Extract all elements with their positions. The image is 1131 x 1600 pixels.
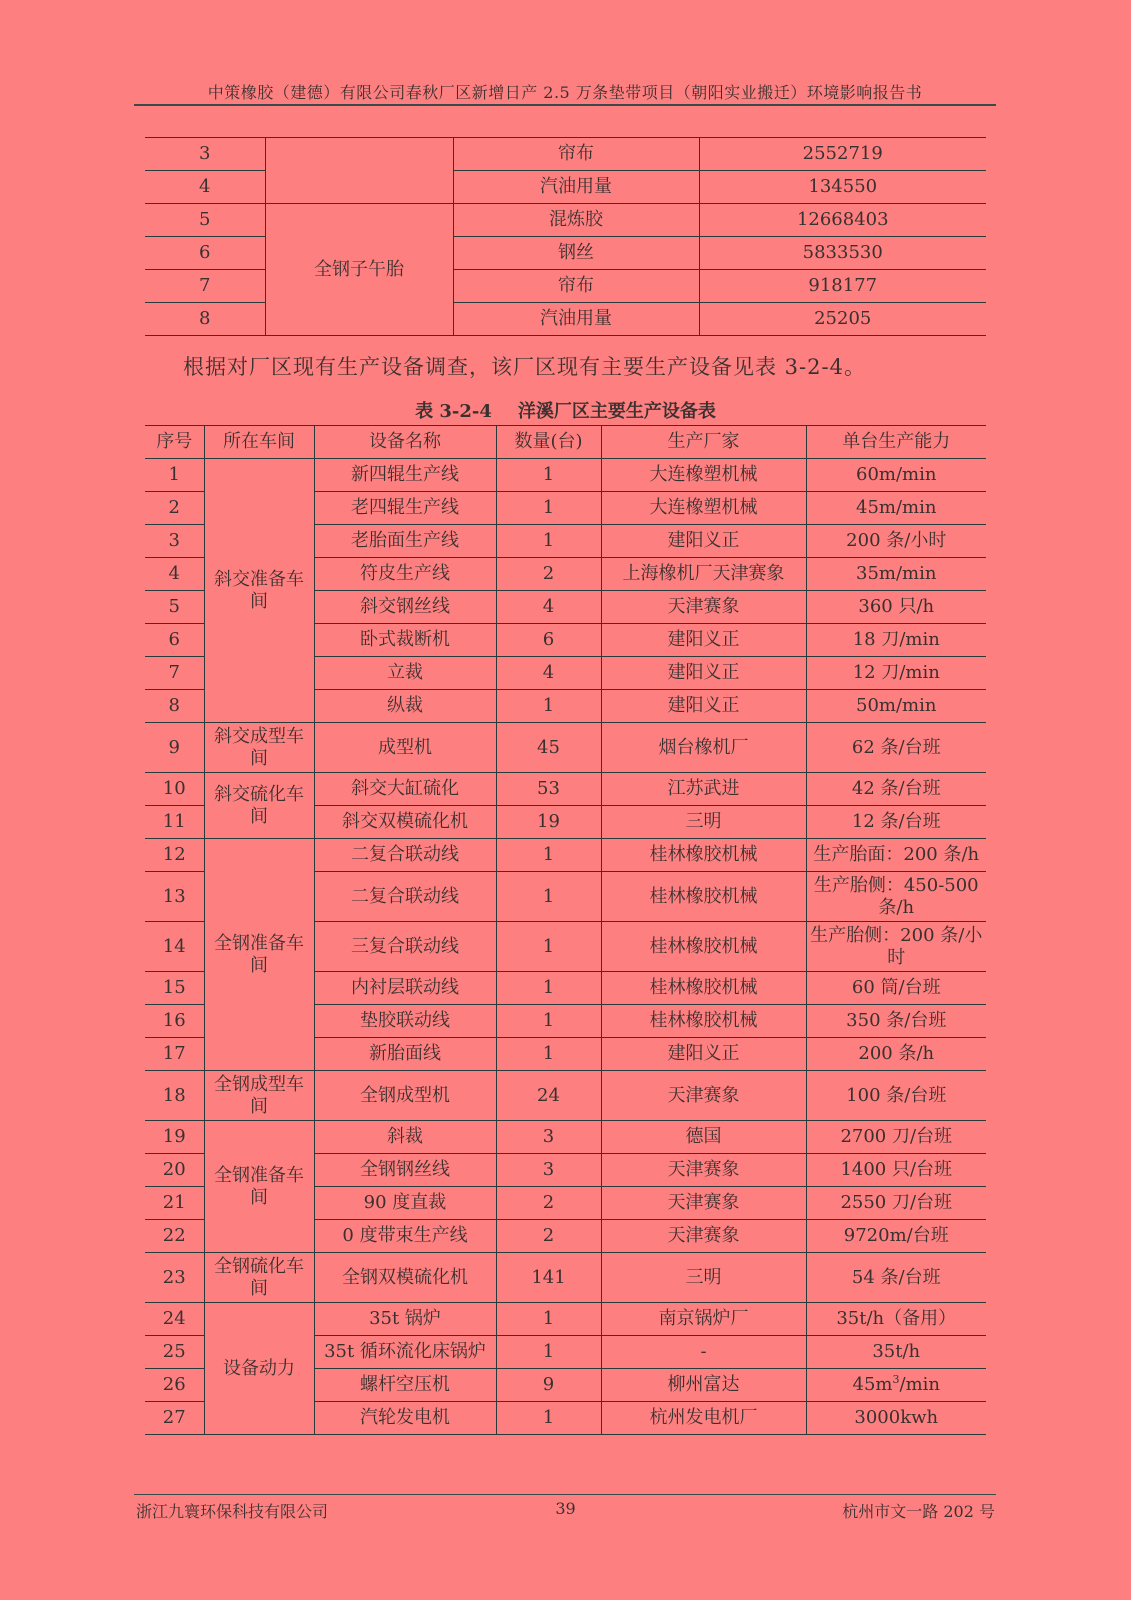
row-number: 6 (145, 237, 265, 270)
material-value: 12668403 (699, 204, 986, 237)
equipment-manufacturer: 桂林橡胶机械 (601, 839, 806, 872)
equipment-quantity: 3 (496, 1121, 601, 1154)
row-number: 23 (145, 1253, 204, 1303)
equipment-capacity: 35m/min (806, 558, 986, 591)
equipment-capacity: 1400 只/台班 (806, 1154, 986, 1187)
equipment-quantity: 1 (496, 839, 601, 872)
equipment-name: 0 度带束生产线 (314, 1220, 496, 1253)
equipment-name: 卧式裁断机 (314, 624, 496, 657)
equipment-quantity: 24 (496, 1071, 601, 1121)
equipment-quantity: 3 (496, 1154, 601, 1187)
equipment-manufacturer: 柳州富达 (601, 1369, 806, 1402)
equipment-manufacturer: 大连橡塑机械 (601, 492, 806, 525)
material-name: 汽油用量 (453, 303, 699, 336)
material-name: 混炼胶 (453, 204, 699, 237)
equipment-name: 符皮生产线 (314, 558, 496, 591)
equipment-capacity: 62 条/台班 (806, 723, 986, 773)
equipment-name: 35t 循环流化床锅炉 (314, 1336, 496, 1369)
header-capacity: 单台生产能力 (806, 426, 986, 459)
row-number: 3 (145, 525, 204, 558)
row-number: 4 (145, 171, 265, 204)
equipment-name: 35t 锅炉 (314, 1303, 496, 1336)
equipment-quantity: 1 (496, 872, 601, 922)
equipment-capacity: 200 条/小时 (806, 525, 986, 558)
footer-company: 浙江九寰环保科技有限公司 (136, 1502, 329, 1521)
capacity-value: 45m (852, 1374, 893, 1395)
equipment-capacity: 54 条/台班 (806, 1253, 986, 1303)
material-value: 2552719 (699, 138, 986, 171)
footer-rule (134, 1494, 996, 1495)
equipment-capacity: 生产胎侧：200 条/小时 (806, 922, 986, 972)
equipment-name: 老四辊生产线 (314, 492, 496, 525)
workshop-cell: 全钢成型车间 (204, 1071, 314, 1121)
row-number: 18 (145, 1071, 204, 1121)
material-value: 25205 (699, 303, 986, 336)
workshop-cell: 全钢准备车间 (204, 839, 314, 1071)
row-number: 11 (145, 806, 204, 839)
equipment-quantity: 2 (496, 1220, 601, 1253)
equipment-name: 内衬层联动线 (314, 972, 496, 1005)
equipment-manufacturer: 三明 (601, 806, 806, 839)
row-number: 14 (145, 922, 204, 972)
equipment-quantity: 1 (496, 1402, 601, 1435)
equipment-quantity: 4 (496, 591, 601, 624)
material-name: 帘布 (453, 270, 699, 303)
equipment-manufacturer: - (601, 1336, 806, 1369)
row-number: 4 (145, 558, 204, 591)
equipment-table (145, 425, 986, 1435)
workshop-cell: 全钢硫化车间 (204, 1253, 314, 1303)
row-number: 21 (145, 1187, 204, 1220)
row-number: 20 (145, 1154, 204, 1187)
header-equipment: 设备名称 (314, 426, 496, 459)
row-number: 19 (145, 1121, 204, 1154)
equipment-name: 立裁 (314, 657, 496, 690)
equipment-name: 新四辊生产线 (314, 459, 496, 492)
table-header-row (145, 426, 986, 459)
row-number: 10 (145, 773, 204, 806)
row-number: 5 (145, 204, 265, 237)
equipment-name: 斜交大缸硫化 (314, 773, 496, 806)
equipment-quantity: 1 (496, 922, 601, 972)
material-name: 帘布 (453, 138, 699, 171)
equipment-quantity: 19 (496, 806, 601, 839)
table-caption (0, 397, 1131, 423)
equipment-name: 斜裁 (314, 1121, 496, 1154)
equipment-manufacturer: 建阳义正 (601, 624, 806, 657)
equipment-name: 90 度直裁 (314, 1187, 496, 1220)
row-number: 16 (145, 1005, 204, 1038)
row-number: 13 (145, 872, 204, 922)
row-number: 26 (145, 1369, 204, 1402)
equipment-quantity: 1 (496, 525, 601, 558)
equipment-quantity: 1 (496, 1303, 601, 1336)
equipment-manufacturer: 南京锅炉厂 (601, 1303, 806, 1336)
row-number: 8 (145, 690, 204, 723)
equipment-name: 汽轮发电机 (314, 1402, 496, 1435)
table-row (145, 1121, 986, 1154)
equipment-manufacturer: 上海橡机厂天津赛象 (601, 558, 806, 591)
row-number: 27 (145, 1402, 204, 1435)
equipment-manufacturer: 建阳义正 (601, 525, 806, 558)
equipment-name: 垫胶联动线 (314, 1005, 496, 1038)
row-number: 15 (145, 972, 204, 1005)
equipment-quantity: 1 (496, 690, 601, 723)
equipment-quantity: 6 (496, 624, 601, 657)
equipment-name: 全钢成型机 (314, 1071, 496, 1121)
equipment-manufacturer: 天津赛象 (601, 1071, 806, 1121)
table-row (145, 1303, 986, 1336)
row-number: 7 (145, 270, 265, 303)
equipment-quantity: 1 (496, 492, 601, 525)
equipment-manufacturer: 建阳义正 (601, 1038, 806, 1071)
equipment-capacity: 35t/h（备用） (806, 1303, 986, 1336)
capacity-exponent: 3 (892, 1373, 900, 1386)
equipment-capacity: 60m/min (806, 459, 986, 492)
workshop-cell: 斜交准备车间 (204, 459, 314, 723)
equipment-name: 全钢钢丝线 (314, 1154, 496, 1187)
equipment-manufacturer: 桂林橡胶机械 (601, 922, 806, 972)
table-row (145, 204, 986, 237)
equipment-manufacturer: 天津赛象 (601, 1220, 806, 1253)
product-group: 全钢子午胎 (265, 204, 453, 336)
table-row (145, 138, 986, 171)
equipment-manufacturer: 德国 (601, 1121, 806, 1154)
row-number: 6 (145, 624, 204, 657)
equipment-capacity: 35t/h (806, 1336, 986, 1369)
equipment-name: 斜交钢丝线 (314, 591, 496, 624)
equipment-name: 全钢双模硫化机 (314, 1253, 496, 1303)
row-number: 1 (145, 459, 204, 492)
equipment-quantity: 1 (496, 1336, 601, 1369)
workshop-cell: 全钢准备车间 (204, 1121, 314, 1253)
equipment-capacity: 350 条/台班 (806, 1005, 986, 1038)
header-no: 序号 (145, 426, 204, 459)
equipment-capacity: 3000kwh (806, 1402, 986, 1435)
equipment-capacity: 100 条/台班 (806, 1071, 986, 1121)
row-number: 9 (145, 723, 204, 773)
page-header: 中策橡胶（建德）有限公司春秋厂区新增日产 2.5 万条垫带项目（朝阳实业搬迁）环境影响报告书 (207, 83, 923, 102)
table-row (145, 1253, 986, 1303)
equipment-quantity: 2 (496, 1187, 601, 1220)
equipment-quantity: 45 (496, 723, 601, 773)
equipment-quantity: 53 (496, 773, 601, 806)
equipment-manufacturer: 杭州发电机厂 (601, 1402, 806, 1435)
equipment-manufacturer: 桂林橡胶机械 (601, 972, 806, 1005)
equipment-manufacturer: 桂林橡胶机械 (601, 1005, 806, 1038)
equipment-manufacturer: 建阳义正 (601, 657, 806, 690)
equipment-name: 新胎面线 (314, 1038, 496, 1071)
equipment-manufacturer: 天津赛象 (601, 591, 806, 624)
row-number: 3 (145, 138, 265, 171)
material-name: 钢丝 (453, 237, 699, 270)
equipment-name: 三复合联动线 (314, 922, 496, 972)
header-rule (134, 104, 996, 106)
material-consumption-table (145, 137, 986, 336)
equipment-quantity: 1 (496, 972, 601, 1005)
equipment-quantity: 1 (496, 1005, 601, 1038)
table-row (145, 1071, 986, 1121)
equipment-manufacturer: 大连橡塑机械 (601, 459, 806, 492)
equipment-capacity: 200 条/h (806, 1038, 986, 1071)
workshop-cell: 斜交成型车间 (204, 723, 314, 773)
workshop-cell: 斜交硫化车间 (204, 773, 314, 839)
row-number: 7 (145, 657, 204, 690)
equipment-name: 螺杆空压机 (314, 1369, 496, 1402)
header-manufacturer: 生产厂家 (601, 426, 806, 459)
row-number: 25 (145, 1336, 204, 1369)
product-group-empty (265, 138, 453, 204)
row-number: 8 (145, 303, 265, 336)
equipment-capacity: 42 条/台班 (806, 773, 986, 806)
equipment-capacity: 2550 刀/台班 (806, 1187, 986, 1220)
header-quantity: 数量(台) (496, 426, 601, 459)
table-row (145, 459, 986, 492)
material-value: 5833530 (699, 237, 986, 270)
header-workshop: 所在车间 (204, 426, 314, 459)
table-row (145, 773, 986, 806)
equipment-capacity: 12 刀/min (806, 657, 986, 690)
equipment-quantity: 141 (496, 1253, 601, 1303)
equipment-manufacturer: 天津赛象 (601, 1154, 806, 1187)
row-number: 24 (145, 1303, 204, 1336)
workshop-cell: 设备动力 (204, 1303, 314, 1435)
equipment-quantity: 1 (496, 1038, 601, 1071)
intro-paragraph: 根据对厂区现有生产设备调查，该厂区现有主要生产设备见表 3-2-4。 (183, 355, 866, 379)
equipment-capacity: 2700 刀/台班 (806, 1121, 986, 1154)
equipment-manufacturer: 三明 (601, 1253, 806, 1303)
equipment-name: 纵裁 (314, 690, 496, 723)
equipment-manufacturer: 天津赛象 (601, 1187, 806, 1220)
equipment-name: 成型机 (314, 723, 496, 773)
material-name: 汽油用量 (453, 171, 699, 204)
equipment-capacity: 12 条/台班 (806, 806, 986, 839)
equipment-capacity: 360 只/h (806, 591, 986, 624)
equipment-capacity: 60 筒/台班 (806, 972, 986, 1005)
equipment-capacity (806, 1369, 986, 1402)
equipment-capacity: 生产胎侧：450-500 条/h (806, 872, 986, 922)
equipment-manufacturer: 烟台橡机厂 (601, 723, 806, 773)
material-value: 918177 (699, 270, 986, 303)
equipment-capacity: 9720m/台班 (806, 1220, 986, 1253)
table-row (145, 839, 986, 872)
capacity-unit-suffix: /min (899, 1374, 940, 1395)
caption-number: 表 3-2-4 (415, 401, 492, 422)
equipment-name: 斜交双模硫化机 (314, 806, 496, 839)
equipment-quantity: 1 (496, 459, 601, 492)
row-number: 5 (145, 591, 204, 624)
row-number: 12 (145, 839, 204, 872)
row-number: 22 (145, 1220, 204, 1253)
equipment-quantity: 9 (496, 1369, 601, 1402)
equipment-manufacturer: 桂林橡胶机械 (601, 872, 806, 922)
equipment-capacity: 45m/min (806, 492, 986, 525)
row-number: 2 (145, 492, 204, 525)
equipment-capacity: 18 刀/min (806, 624, 986, 657)
page-number: 39 (555, 1499, 576, 1518)
footer-address: 杭州市文一路 202 号 (842, 1502, 995, 1521)
row-number: 17 (145, 1038, 204, 1071)
equipment-manufacturer: 江苏武进 (601, 773, 806, 806)
equipment-quantity: 4 (496, 657, 601, 690)
material-value: 134550 (699, 171, 986, 204)
equipment-capacity: 生产胎面：200 条/h (806, 839, 986, 872)
equipment-name: 老胎面生产线 (314, 525, 496, 558)
equipment-capacity: 50m/min (806, 690, 986, 723)
equipment-name: 二复合联动线 (314, 872, 496, 922)
equipment-manufacturer: 建阳义正 (601, 690, 806, 723)
caption-title: 洋溪厂区主要生产设备表 (517, 401, 716, 422)
equipment-quantity: 2 (496, 558, 601, 591)
equipment-name: 二复合联动线 (314, 839, 496, 872)
table-row (145, 723, 986, 773)
